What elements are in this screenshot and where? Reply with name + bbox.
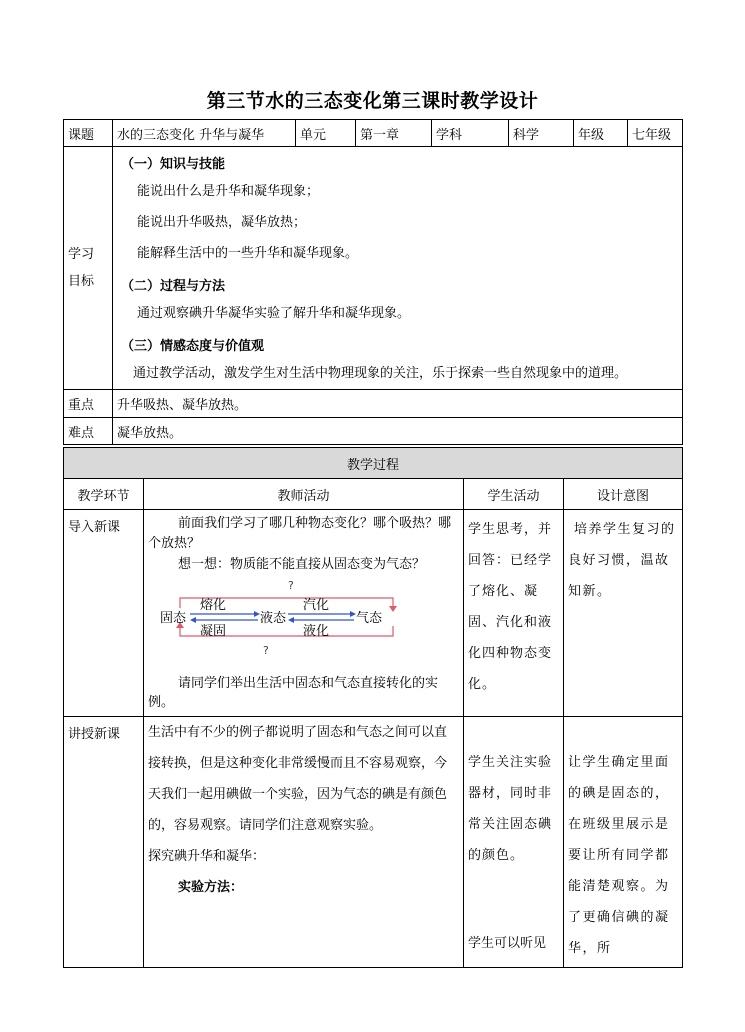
difficulty-label: 难点 [64, 418, 113, 445]
teacher-text: 前面我们学习了哪几种物态变化？哪个吸热？哪个放热？ [148, 516, 452, 551]
goal-item: 通过观察碘升华凝华实验了解升华和凝华现象。 [137, 306, 411, 321]
goals-section-3: （三）情感态度与价值观 [121, 339, 265, 354]
question-mark-bottom: ? [263, 644, 269, 657]
freeze-label: 凝固 [200, 624, 227, 639]
grade-label: 年级 [574, 120, 628, 147]
solid-label: 固态 [160, 611, 187, 626]
goals-section-1: （一）知识与技能 [121, 157, 226, 172]
student-text: 学生可以听见 [468, 936, 547, 951]
process-table [63, 447, 683, 968]
student-text: 学生思考，并回答：已经学了熔化、凝固、汽化和液化四种物态变化。 [468, 522, 553, 692]
col-header-stage: 教学环节 [64, 479, 144, 510]
goal-item: 能解释生活中的一些升华和凝华现象。 [137, 246, 359, 261]
question-mark-top: ? [288, 579, 294, 592]
key-label: 重点 [64, 390, 113, 418]
intent-text: 培养学生复习的良好习惯，温故知新。 [568, 522, 676, 599]
student-text: 学生关注实验器材，同时非常关注固态碘的颜色。 [468, 755, 553, 863]
difficulty-value: 凝华放热。 [113, 418, 683, 445]
goal-item: 通过教学活动，激发学生对生活中物理现象的关注，乐于探索一些自然现象中的道理。 [133, 366, 628, 381]
unit-label: 单元 [296, 120, 356, 147]
subject-label: 学科 [432, 120, 509, 147]
col-header-intent: 设计意图 [564, 479, 683, 510]
intent-lecture [564, 717, 683, 968]
goal-item: 能说出升华吸热，凝华放热； [137, 215, 307, 230]
stage-lecture: 讲授新课 [64, 717, 144, 968]
topic-value: 水的三态变化 升华与凝华 [113, 120, 296, 147]
teacher-text: 请同学们举出生活中固态和气态直接转化的实例。 [148, 676, 439, 710]
gas-label: 气态 [356, 611, 383, 626]
goals-section-2: （二）过程与方法 [121, 279, 226, 294]
col-header-teacher: 教师活动 [144, 479, 464, 510]
teacher-activity-lecture [144, 717, 464, 968]
teacher-text: 想一想：物质能不能直接从固态变为气态？ [178, 557, 426, 572]
liquid-label: 液态 [260, 611, 287, 626]
goals-label [64, 147, 113, 390]
topic-label: 课题 [64, 120, 113, 147]
student-activity-intro [464, 510, 564, 717]
melt-label: 熔化 [200, 598, 227, 613]
intent-text: 让学生确定里面的碘是固态的，在班级里展示是要让所有同学都能清楚观察。为了更确信碘的凝华，所 [568, 755, 670, 956]
unit-value: 第一章 [356, 120, 432, 147]
student-activity-lecture [464, 717, 564, 968]
teacher-text: 探究碘升华和凝华： [148, 849, 266, 864]
process-header: 教学过程 [64, 448, 683, 479]
teacher-text: 实验方法： [178, 880, 244, 895]
liquefy-label: 液化 [303, 624, 330, 639]
teacher-activity-intro [144, 510, 464, 717]
goal-item: 能说出什么是升华和凝华现象； [137, 184, 320, 199]
vaporize-label: 汽化 [303, 598, 330, 613]
page-title: 第三节水的三态变化第三课时教学设计 [206, 90, 539, 112]
subject-value: 科学 [509, 120, 574, 147]
stage-intro: 导入新课 [64, 510, 144, 717]
intent-intro [564, 510, 683, 717]
col-header-student: 学生活动 [464, 479, 564, 510]
state-change-diagram [148, 576, 438, 672]
key-value: 升华吸热、凝华放热。 [113, 390, 683, 418]
teacher-text: 生活中有不少的例子都说明了固态和气态之间可以直接转换，但是这种变化非常缓慢而且不容易观察，今天我们一起用碘做一个实验，因为气态的碘是有颜色的，容易观察。请同学们注意观察实验。 [148, 725, 448, 833]
goals-content [113, 147, 683, 390]
info-table [63, 119, 683, 445]
grade-value: 七年级 [628, 120, 683, 147]
goals-label-text: 学习目标 [68, 247, 95, 289]
